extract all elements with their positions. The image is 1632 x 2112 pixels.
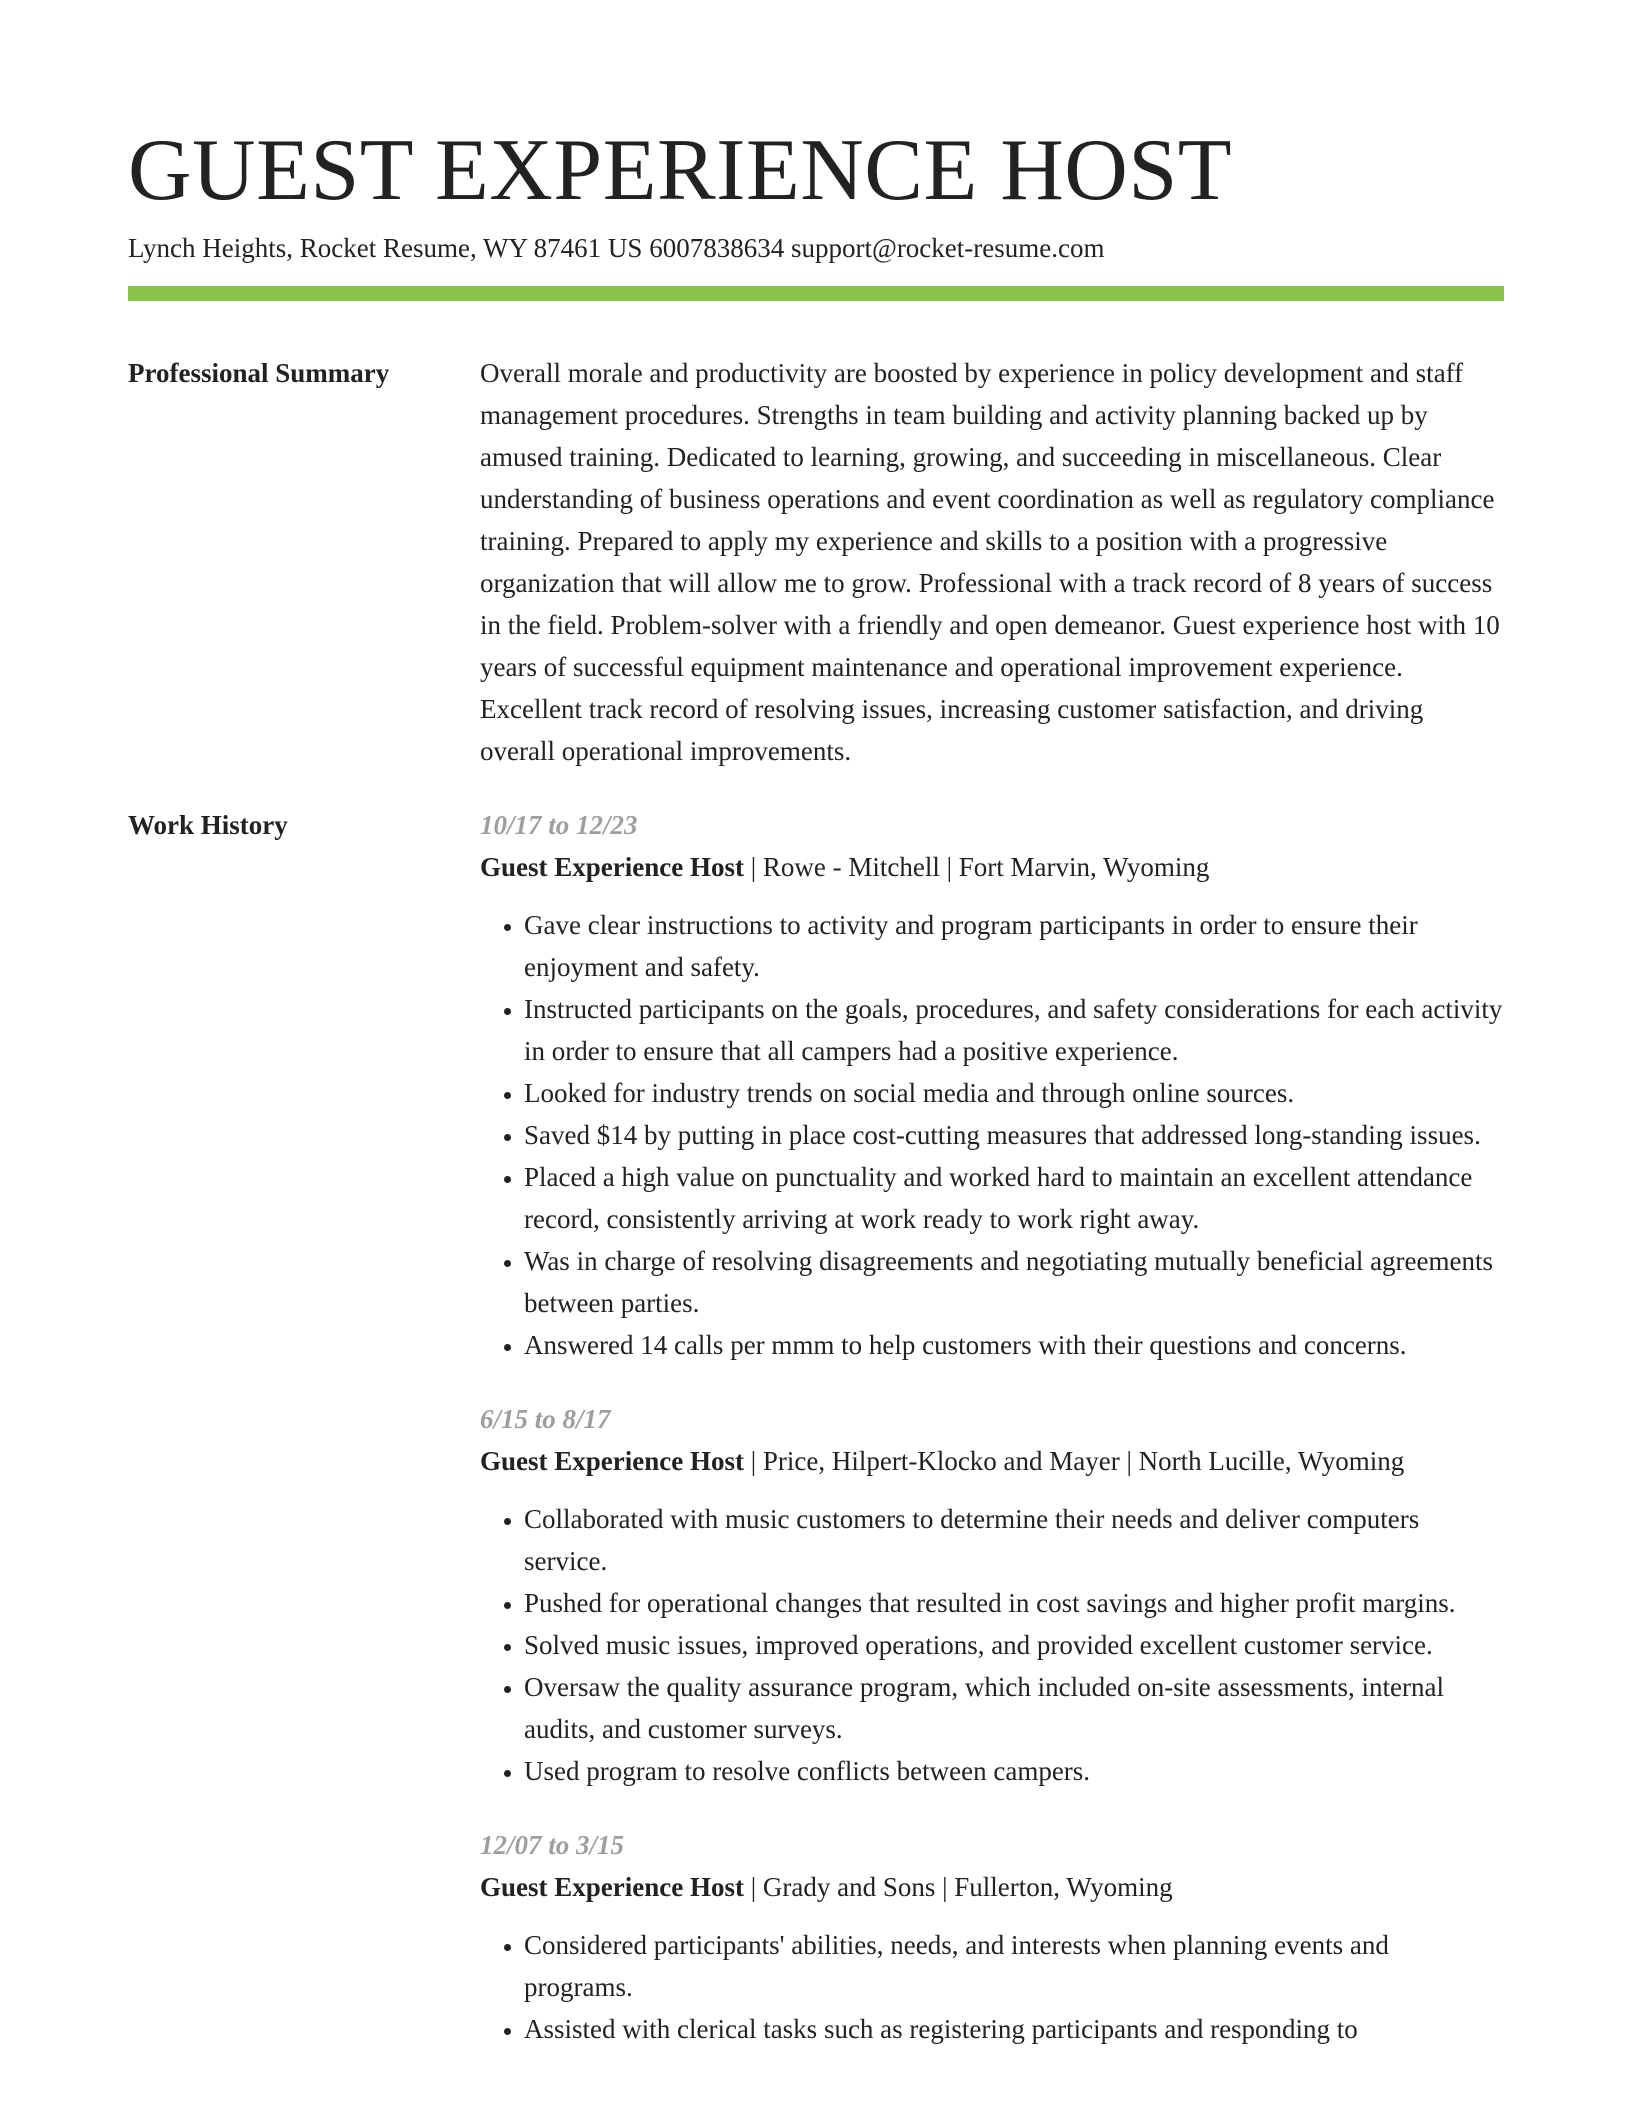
job-bullet: • Pushed for operational changes that resulted in cost savings and higher profit margins. xyxy=(524,1582,1504,1624)
job-entry xyxy=(480,804,1504,1366)
job-bullet: • Collaborated with music customers to determine their needs and deliver computers service. xyxy=(524,1498,1504,1582)
job-heading xyxy=(480,846,1504,888)
contact-line: Lynch Heights, Rocket Resume, WY 87461 US 6007838634 support@rocket-resume.com xyxy=(128,233,1105,263)
summary-body xyxy=(480,352,1504,772)
job-dates: 6/15 to 8/17 xyxy=(480,1404,611,1434)
job-heading xyxy=(480,1866,1504,1908)
job-bullet-list xyxy=(480,1924,1504,2050)
resume-title: GUEST EXPERIENCE HOST xyxy=(128,122,1233,219)
job-bullet: • Oversaw the quality assurance program, which included on-site assessments, internal audits, and customer surveys. xyxy=(524,1666,1504,1750)
job-heading xyxy=(480,1440,1504,1482)
job-entry xyxy=(480,1824,1504,2050)
job-title: Guest Experience Host xyxy=(480,852,744,882)
job-title: Guest Experience Host xyxy=(480,1446,744,1476)
job-bullet-list xyxy=(480,1498,1504,1792)
job-bullet: • Answered 14 calls per mmm to help customers with their questions and concerns. xyxy=(524,1324,1504,1366)
job-dates: 10/17 to 12/23 xyxy=(480,810,638,840)
job-bullet: • Placed a high value on punctuality and worked hard to maintain an excellent attendance record, consistently arriving at work ready to work right away. xyxy=(524,1156,1504,1240)
job-bullet: • Saved $14 by putting in place cost-cutting measures that addressed long-standing issues. xyxy=(524,1114,1504,1156)
summary-text: Overall morale and productivity are boosted by experience in policy development and staff management procedures. Strengths in team building and activity planning backed up by amused training. Dedicated to learning, growing, and succeeding in miscellaneous. Clear understanding of business operations and event coordination as well as regulatory compliance training. Prepared to apply my experience and skills to a position with a progressive organization that will allow me to grow. Professional with a track record of 8 years of success in the field. Problem-solver with a friendly and open demeanor. Guest experience host with 10 years of successful equipment maintenance and operational improvement experience. Excellent track record of resolving issues, increasing customer satisfaction, and driving overall operational improvements. xyxy=(480,358,1500,766)
job-bullet: • Considered participants' abilities, needs, and interests when planning events and programs. xyxy=(524,1924,1504,2008)
job-bullet: • Solved music issues, improved operations, and provided excellent customer service. xyxy=(524,1624,1504,1666)
job-employer-location: | Rowe - Mitchell | Fort Marvin, Wyoming xyxy=(743,852,1210,882)
job-employer-location: | Price, Hilpert-Klocko and Mayer | North Lucille, Wyoming xyxy=(743,1446,1405,1476)
job-bullet: • Used program to resolve conflicts between campers. xyxy=(524,1750,1504,1792)
job-employer-location: | Grady and Sons | Fullerton, Wyoming xyxy=(743,1872,1173,1902)
job-bullet: • Looked for industry trends on social media and through online sources. xyxy=(524,1072,1504,1114)
work-history-body xyxy=(480,804,1504,2082)
job-bullet: • Was in charge of resolving disagreements and negotiating mutually beneficial agreements between parties. xyxy=(524,1240,1504,1324)
header-divider xyxy=(128,286,1504,301)
job-bullet-list xyxy=(480,904,1504,1366)
job-bullet: • Gave clear instructions to activity and program participants in order to ensure their enjoyment and safety. xyxy=(524,904,1504,988)
section-label-summary: Professional Summary xyxy=(128,358,390,388)
job-title: Guest Experience Host xyxy=(480,1872,744,1902)
job-bullet: • Assisted with clerical tasks such as registering participants and responding to xyxy=(524,2008,1504,2050)
job-dates: 12/07 to 3/15 xyxy=(480,1830,625,1860)
job-entry xyxy=(480,1398,1504,1792)
section-label-work-history: Work History xyxy=(128,810,288,840)
job-bullet: • Instructed participants on the goals, procedures, and safety considerations for each activity in order to ensure that all campers had a positive experience. xyxy=(524,988,1504,1072)
